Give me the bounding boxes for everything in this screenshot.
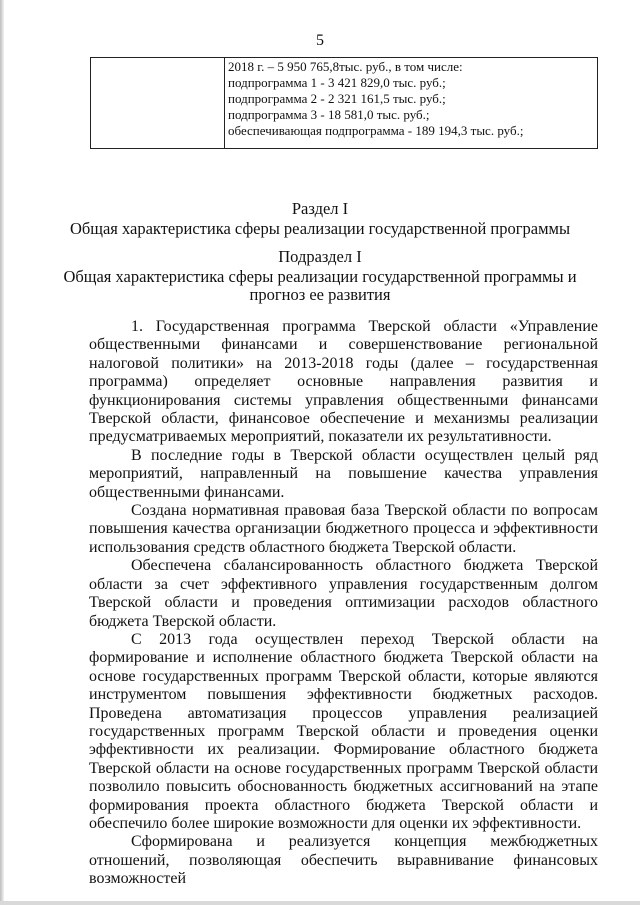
funding-line-total: 2018 г. – 5 950 765,8тыс. руб., в том числе: [228,59,463,74]
funding-line-subprogram-3: подпрограмма 3 - 18 581,0 тыс. руб.; [228,107,430,122]
paragraph-1: 1. Государственная программа Тверской области «Управление общественными финансами и совершенствование региональной налоговой политики» на 2013-2018 годы (далее – государственная программа) определяет основные направления развития и функционирования системы управления общественными финансами Тверской области, финансовое обеспечение и механизмы реализации предусматриваемых мероприятий, показатели их результативности. [89,318,598,446]
section-title: Раздел I [291,199,349,218]
paragraph-6: Сформирована и реализуется концепция межбюджетных отношений, позволяющая обеспечить выравнивание финансовых возможностей [89,833,598,888]
table-cell-empty [91,58,225,149]
paragraph-2: В последние годы в Тверской области осуществлен целый ряд мероприятий, направленный на повышение качества управления общественными финансами. [89,446,598,501]
subsection-subtitle-line1: Общая характеристика сферы реализации государственной программы и [63,267,577,286]
subsection-title: Подраздел I [278,247,362,266]
section-subtitle: Общая характеристика сферы реализации государственной программы [69,219,571,238]
table-row [91,58,598,149]
funding-line-subprogram-1: подпрограмма 1 - 3 421 829,0 тыс. руб.; [228,75,446,90]
paragraph-5: С 2013 года осуществлен переход Тверской области на формирование и исполнение областного бюджета Тверской области на основе государственных программ Тверской области, которые являются инструментом повышения эффективности бюджетных расходов. Проведена автоматизация процессов управления реализацией государственных программ Тверской области и проведения оценки эффективности их реализации. Формирование областного бюджета Тверской области на основе государственных программ Тверской области позволило повысить обоснованность бюджетных ассигнований на этапе формирования проекта областного бюджета Тверской области и обеспечило более широкие возможности для оценки их эффективности. [89,630,598,832]
funding-table [90,57,598,149]
scan-edge-bottom [0,901,640,905]
subsection-subtitle-line2: прогноз ее развития [249,285,391,304]
body-text [89,318,598,889]
page-number: 5 [316,32,324,49]
scan-edge-left [0,0,4,905]
funding-line-subprogram-2: подпрограмма 2 - 2 321 161,5 тыс. руб.; [228,91,446,106]
table-cell-funding [225,58,598,149]
paragraph-3: Создана нормативная правовая база Тверской области по вопросам повышения качества организации бюджетного процесса и эффективности использования средств областного бюджета Тверской области. [89,502,598,556]
paragraph-4: Обеспечена сбалансированность областного бюджета Тверской области за счет эффективного управления государственным долгом Тверской области и проведения оптимизации расходов областного бюджета Тверской области. [89,557,598,630]
funding-line-supporting: обеспечивающая подпрограмма - 189 194,3 тыс. руб.; [228,123,524,138]
